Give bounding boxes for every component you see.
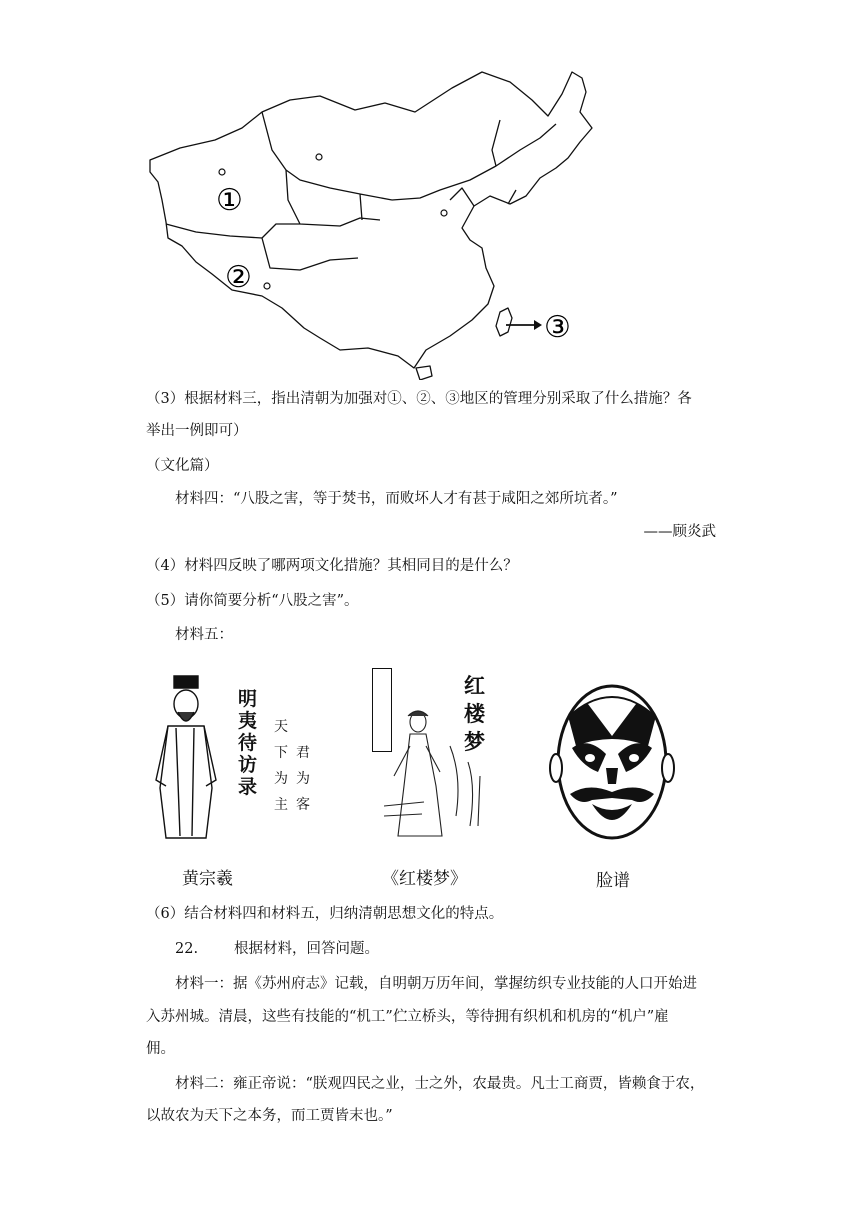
question-6: （6）结合材料四和材料五，归纳清朝思想文化的特点。 — [146, 906, 504, 922]
city-dot — [441, 210, 447, 216]
book-title-char: 夷 — [238, 710, 259, 732]
caption-huang-zongxi: 黄宗羲 — [182, 869, 233, 889]
qing-map — [140, 60, 610, 380]
material-4-text: 材料四：“八股之害，等于焚书，而败坏人才有甚于咸阳之郊所坑者。” — [175, 491, 618, 507]
material-2-line-1: 材料二：雍正帝说：“朕观四民之业，士之外，农最贵。凡士工商贾，皆赖食于农， — [175, 1076, 705, 1092]
caption-opera-mask: 脸谱 — [596, 871, 630, 891]
city-dot — [219, 169, 225, 175]
question-4: （4）材料四反映了哪两项文化措施？其相同目的是什么？ — [146, 558, 518, 574]
quote-char: 客 — [296, 797, 310, 813]
material-2-line-2: 以故农为天下之本务，而工贾皆末也。” — [146, 1108, 393, 1124]
quote-char: 下 — [274, 745, 288, 761]
arrow-head — [534, 320, 542, 330]
map-marker-1: ① — [216, 183, 243, 218]
taiwan-outline — [496, 308, 512, 336]
quote-char: 天 — [274, 719, 288, 735]
map-outline — [150, 72, 592, 368]
title-char: 梦 — [464, 729, 486, 754]
section-culture: （文化篇） — [146, 458, 219, 474]
title-char: 楼 — [464, 701, 486, 726]
opera-mask — [548, 676, 678, 846]
quote-char: 主 — [274, 797, 288, 813]
image-huang-zongxi — [146, 668, 336, 898]
question-5: （5）请你简要分析“八股之害”。 — [146, 593, 359, 609]
quote-char: 君 — [296, 745, 310, 761]
question-3-line-1: （3）根据材料三，指出清朝为加强对①、②、③地区的管理分别采取了什么措施？各 — [146, 391, 692, 407]
question-3-line-2: 举出一例即可） — [146, 423, 248, 439]
book-title-char: 明 — [238, 688, 259, 710]
map-marker-2: ② — [225, 260, 252, 295]
material-1-line-2: 入苏州城。清晨，这些有技能的“机工”伫立桥头，等待拥有织机和机房的“机户”雇 — [146, 1009, 669, 1025]
hainan-outline — [416, 366, 432, 380]
map-marker-3: ③ — [544, 310, 571, 345]
quote-char: 为 — [274, 771, 288, 787]
book-title-char: 录 — [238, 776, 259, 798]
image-opera-mask — [548, 676, 678, 896]
image-hong-lou-meng — [362, 662, 512, 898]
city-dot — [264, 283, 270, 289]
title-char: 红 — [464, 673, 486, 698]
material-4-attribution: ——顾炎武 — [643, 524, 716, 540]
question-22-number: 22. — [175, 941, 199, 957]
book-title-char: 访 — [238, 754, 259, 776]
question-22-prompt: 根据材料，回答问题。 — [234, 941, 379, 957]
material-1-line-3: 佣。 — [146, 1041, 175, 1057]
book-title-char: 待 — [238, 732, 259, 754]
portrait-figure — [146, 668, 226, 848]
material-1-line-1: 材料一：据《苏州府志》记载，自明朝万历年间，掌握纺织专业技能的人口开始进 — [175, 976, 697, 992]
quote-char: 为 — [296, 771, 310, 787]
material-5-label: 材料五： — [175, 627, 233, 643]
caption-hong-lou-meng: 《红楼梦》 — [382, 869, 467, 889]
city-dot — [316, 154, 322, 160]
